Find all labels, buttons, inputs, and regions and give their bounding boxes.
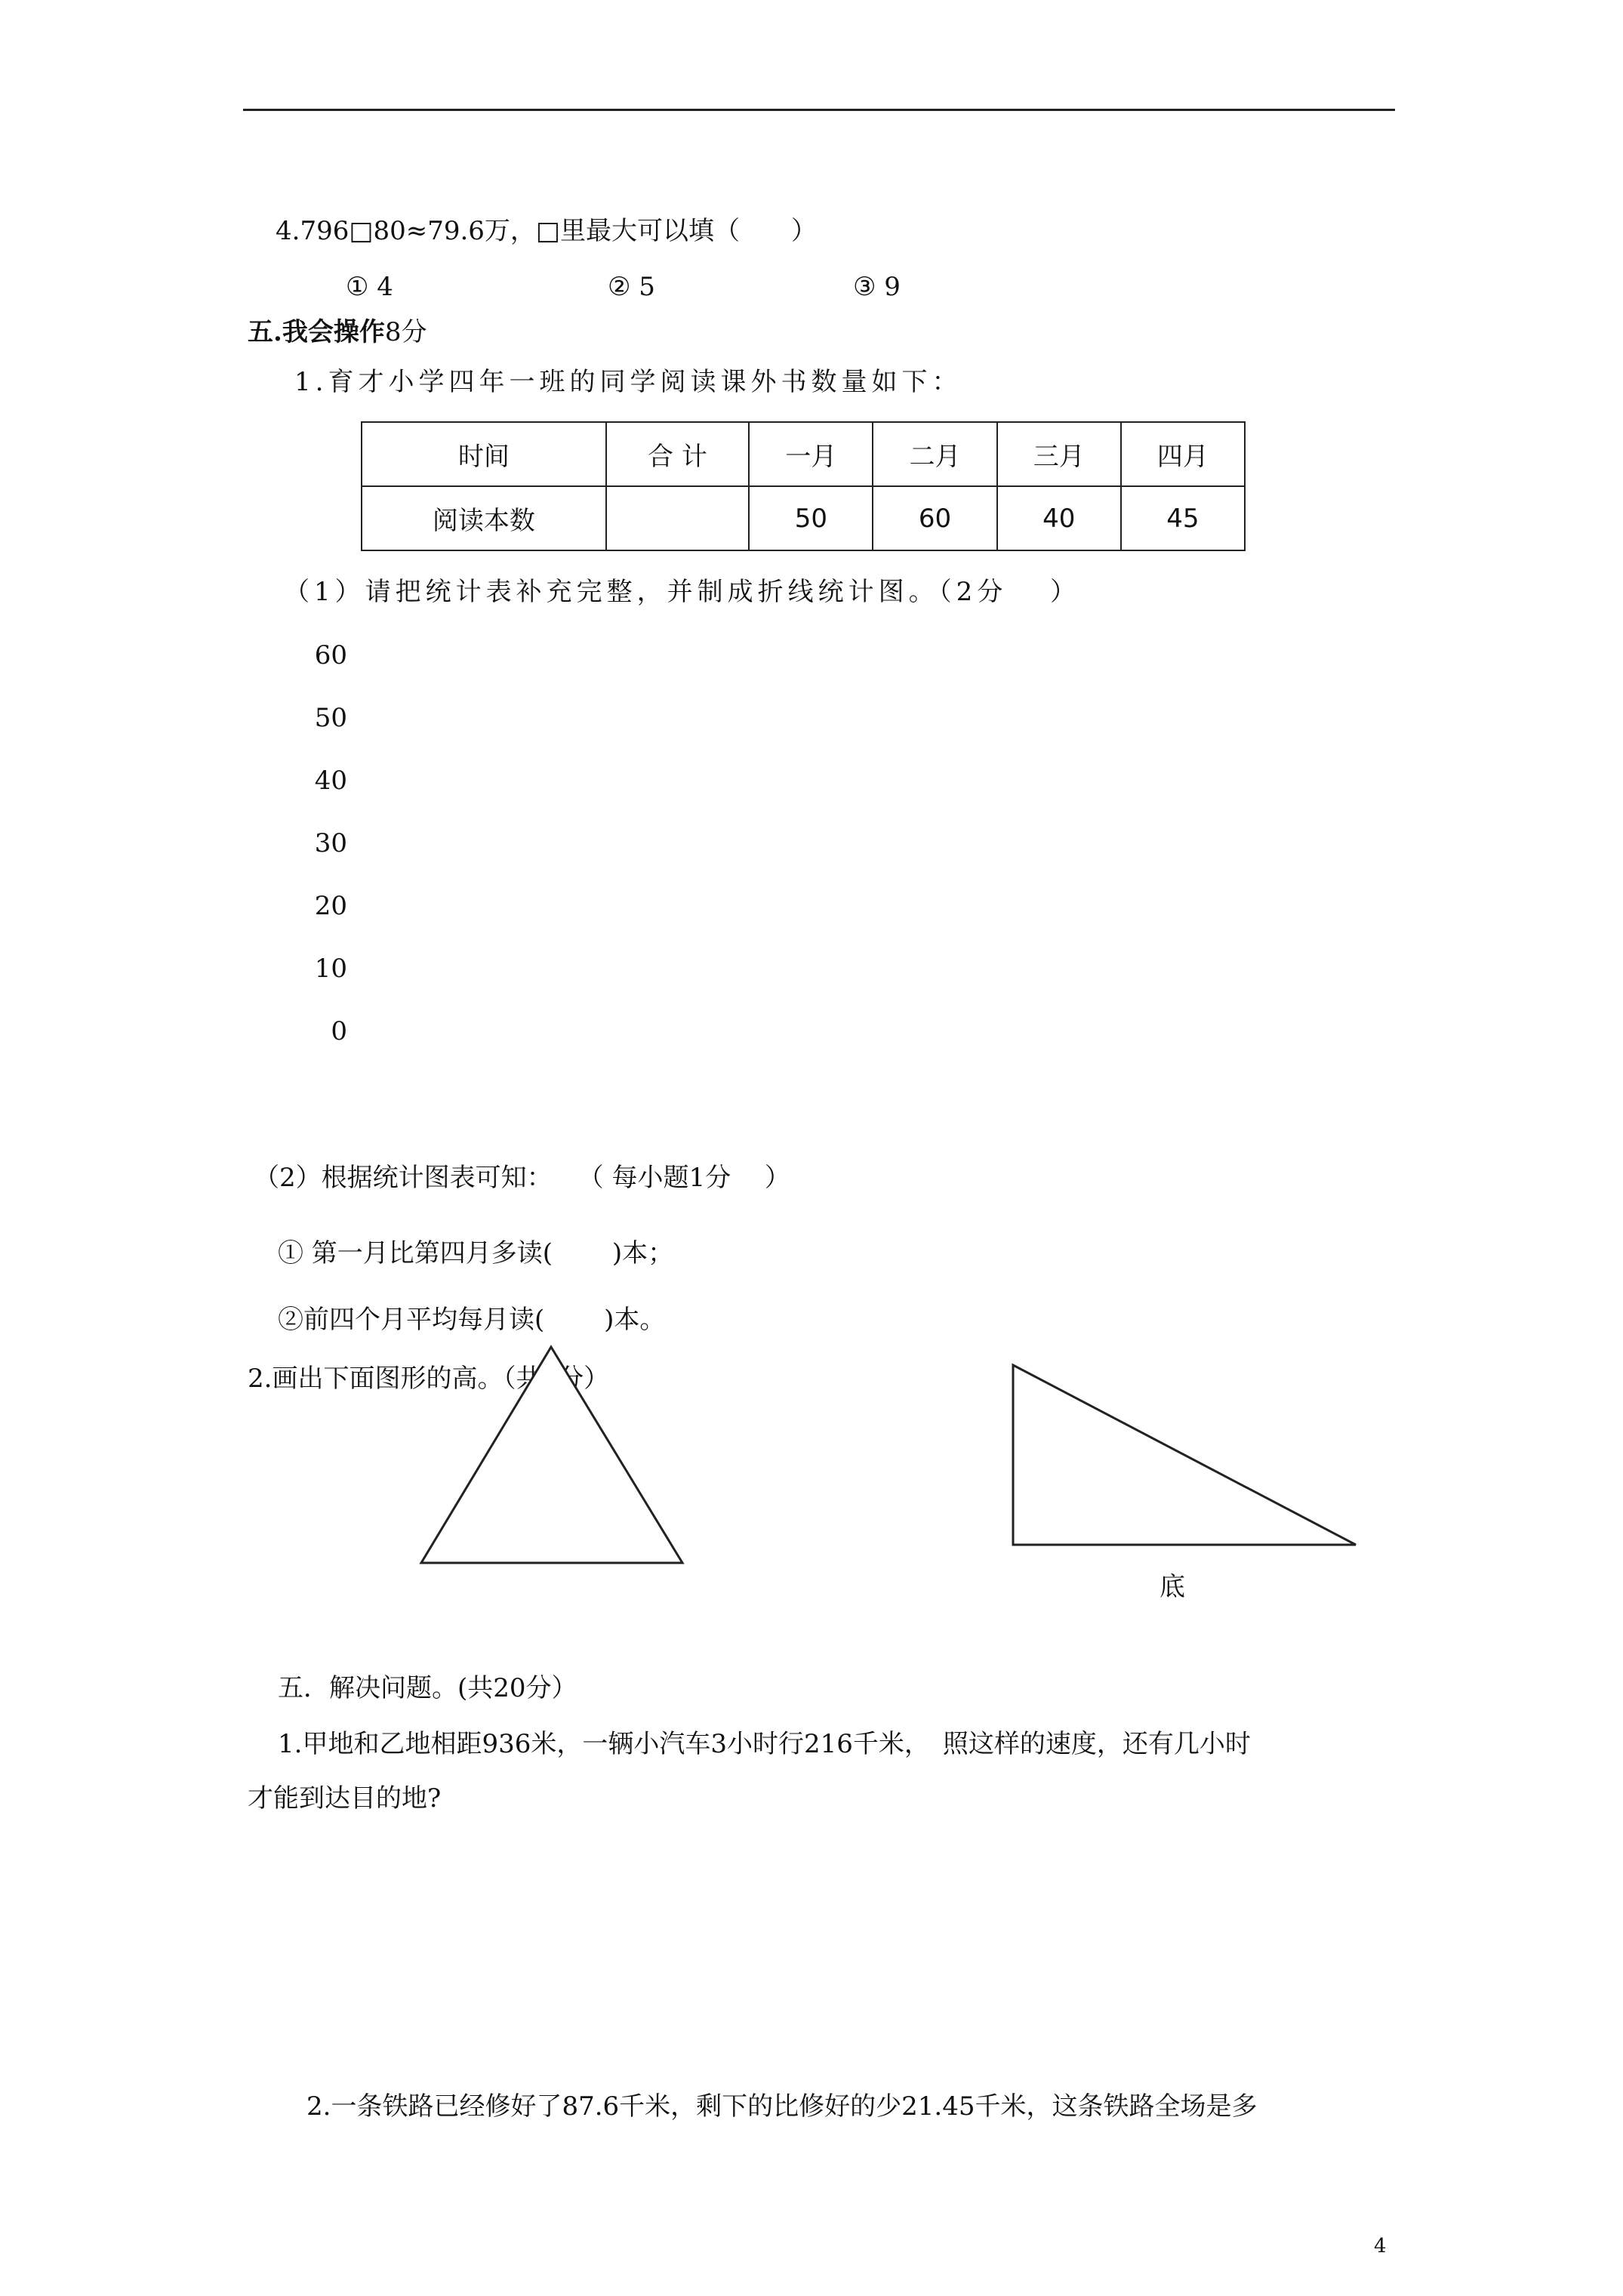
operate-q1-text: 1.育才小学四年一班的同学阅读课外书数量如下： (294, 367, 962, 397)
solve-q2-line1: 2.一条铁路已经修好了87.6千米，剩下的比修好的少21.45千米，这条铁路全场是多 (306, 2091, 1258, 2122)
y-tick-label: 60 (314, 640, 347, 670)
operate-q2-text: 2.画出下面图形的高。（共4分） (248, 1364, 610, 1394)
section-points: 8分 (384, 317, 427, 347)
y-tick-label: 10 (314, 954, 347, 984)
operate-sub2-item-2: ②前四个月平均每月读( )本。 (278, 1305, 666, 1335)
table-header-cell: 二月 (873, 422, 996, 486)
right-triangle (1013, 1365, 1356, 1545)
table-header-cell: 四月 (1121, 422, 1245, 486)
table-cell: 50 (749, 486, 873, 550)
y-tick-label: 40 (314, 766, 347, 796)
option-1: ① 4 (346, 272, 393, 302)
table-cell: 40 (997, 486, 1121, 550)
question-4-text: 4.796□80≈79.6万，□里最大可以填（ ） (276, 216, 818, 246)
table-row-label: 阅读本数 (362, 486, 606, 550)
table-header-cell: 三月 (997, 422, 1121, 486)
option-2: ② 5 (608, 272, 655, 302)
acute-triangle (421, 1347, 682, 1563)
y-tick-label: 20 (314, 891, 347, 921)
operate-sub2-text: （2）根据统计图表可知： （ 每小题1分 ） (254, 1163, 790, 1193)
y-tick-label: 50 (314, 703, 347, 733)
table-header-cell: 合 计 (606, 422, 750, 486)
table-cell: 60 (873, 486, 996, 550)
base-label: 底 (1160, 1572, 1185, 1602)
page-number: 4 (1374, 2235, 1387, 2257)
table-header-cell: 一月 (749, 422, 873, 486)
operate-sub1-text: （1）请把统计表补充完整，并制成折线统计图。（2分 ） (284, 577, 1081, 607)
section-title-label: 五.我会操作 (248, 317, 385, 347)
solve-q1-line1: 1.甲地和乙地相距936米，一辆小汽车3小时行216千米， 照这样的速度，还有几小时 (278, 1729, 1251, 1759)
table-header-cell: 时间 (362, 422, 606, 486)
section-title-solve: 五．解决问题。(共20分） (278, 1673, 577, 1703)
y-tick-label: 30 (314, 828, 347, 858)
y-tick-label: 0 (331, 1016, 347, 1046)
option-3: ③ 9 (853, 272, 901, 302)
solve-q1-line2: 才能到达目的地? (248, 1783, 442, 1814)
operate-sub2-item-1: ① 第一月比第四月多读( )本； (278, 1238, 674, 1268)
table-cell: 45 (1121, 486, 1245, 550)
